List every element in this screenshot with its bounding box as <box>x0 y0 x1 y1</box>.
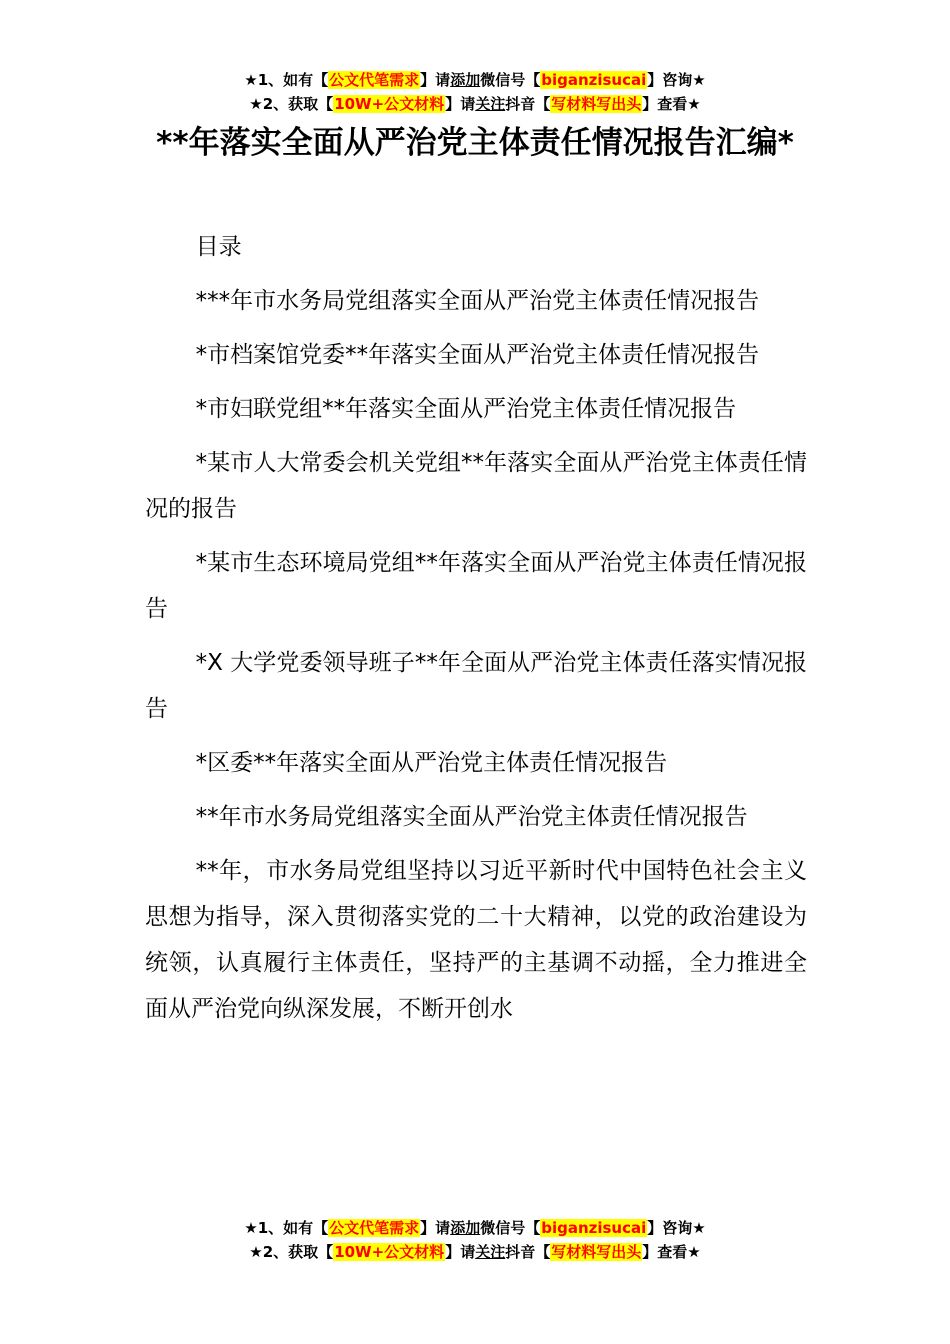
promo-underline: 添加 <box>450 1219 481 1237</box>
body-paragraph: **年，市水务局党组坚持以习近平新时代中国特色社会主义思想为指导，深入贯彻落实党的二十大精神，以党的政治建设为统领，认真履行主体责任，坚持严的主基调不动摇，全力推进全面从严治党向纵深发展，不断开创水 <box>145 858 807 1022</box>
promo-text: 】请 <box>445 95 476 113</box>
promo-highlight: biganzisucai <box>541 1219 647 1237</box>
toc-item: *市档案馆党委**年落实全面从严治党主体责任情况报告 <box>195 342 760 368</box>
promo-text: 】请 <box>420 71 451 89</box>
promo-highlight: biganzisucai <box>541 71 647 89</box>
promo-line-1 <box>0 1216 950 1240</box>
document-title: **年落实全面从严治党主体责任情况报告汇编* <box>156 125 794 161</box>
promo-underline: 关注 <box>475 95 506 113</box>
promo-text: 微信号【 <box>480 1219 541 1237</box>
promo-underline: 关注 <box>475 1243 506 1261</box>
promo-text: 抖音【 <box>505 1243 551 1261</box>
promo-text: 抖音【 <box>505 95 551 113</box>
promo-text: 】查看★ <box>642 1243 701 1261</box>
section-title: **年市水务局党组落实全面从严治党主体责任情况报告 <box>195 804 748 830</box>
promo-highlight: 写材料写出头 <box>551 1243 642 1261</box>
promo-highlight: 公文代笔需求 <box>329 71 420 89</box>
promo-highlight: 10W+公文材料 <box>334 1243 445 1261</box>
promo-text: 】咨询★ <box>647 71 706 89</box>
promo-line-1 <box>0 68 950 92</box>
promo-text: ★1、如有【 <box>244 71 329 89</box>
promo-underline: 添加 <box>450 71 481 89</box>
promo-line-2 <box>0 1240 950 1264</box>
toc-item: *某市生态环境局党组**年落实全面从严治党主体责任情况报告 <box>145 550 807 622</box>
toc-item: *市妇联党组**年落实全面从严治党主体责任情况报告 <box>195 396 737 422</box>
promo-text: ★2、获取【 <box>249 1243 334 1261</box>
promo-text: 】咨询★ <box>647 1219 706 1237</box>
toc-item: ***年市水务局党组落实全面从严治党主体责任情况报告 <box>195 288 760 314</box>
promo-text: ★1、如有【 <box>244 1219 329 1237</box>
toc-item: *X 大学党委领导班子**年全面从严治党主体责任落实情况报告 <box>145 650 807 722</box>
toc-item: *某市人大常委会机关党组**年落实全面从严治党主体责任情况的报告 <box>145 450 807 522</box>
promo-text: 微信号【 <box>480 71 541 89</box>
promo-banner-bottom <box>0 1216 950 1264</box>
promo-highlight: 公文代笔需求 <box>329 1219 420 1237</box>
document-body <box>145 224 807 1032</box>
toc-item: *区委**年落实全面从严治党主体责任情况报告 <box>195 750 668 776</box>
promo-text: ★2、获取【 <box>249 95 334 113</box>
promo-text: 】请 <box>445 1243 476 1261</box>
promo-highlight: 10W+公文材料 <box>334 95 445 113</box>
promo-text: 】查看★ <box>642 95 701 113</box>
promo-line-2 <box>0 92 950 116</box>
promo-highlight: 写材料写出头 <box>551 95 642 113</box>
promo-text: 】请 <box>420 1219 451 1237</box>
toc-heading: 目录 <box>195 234 242 260</box>
promo-banner-top <box>0 68 950 116</box>
